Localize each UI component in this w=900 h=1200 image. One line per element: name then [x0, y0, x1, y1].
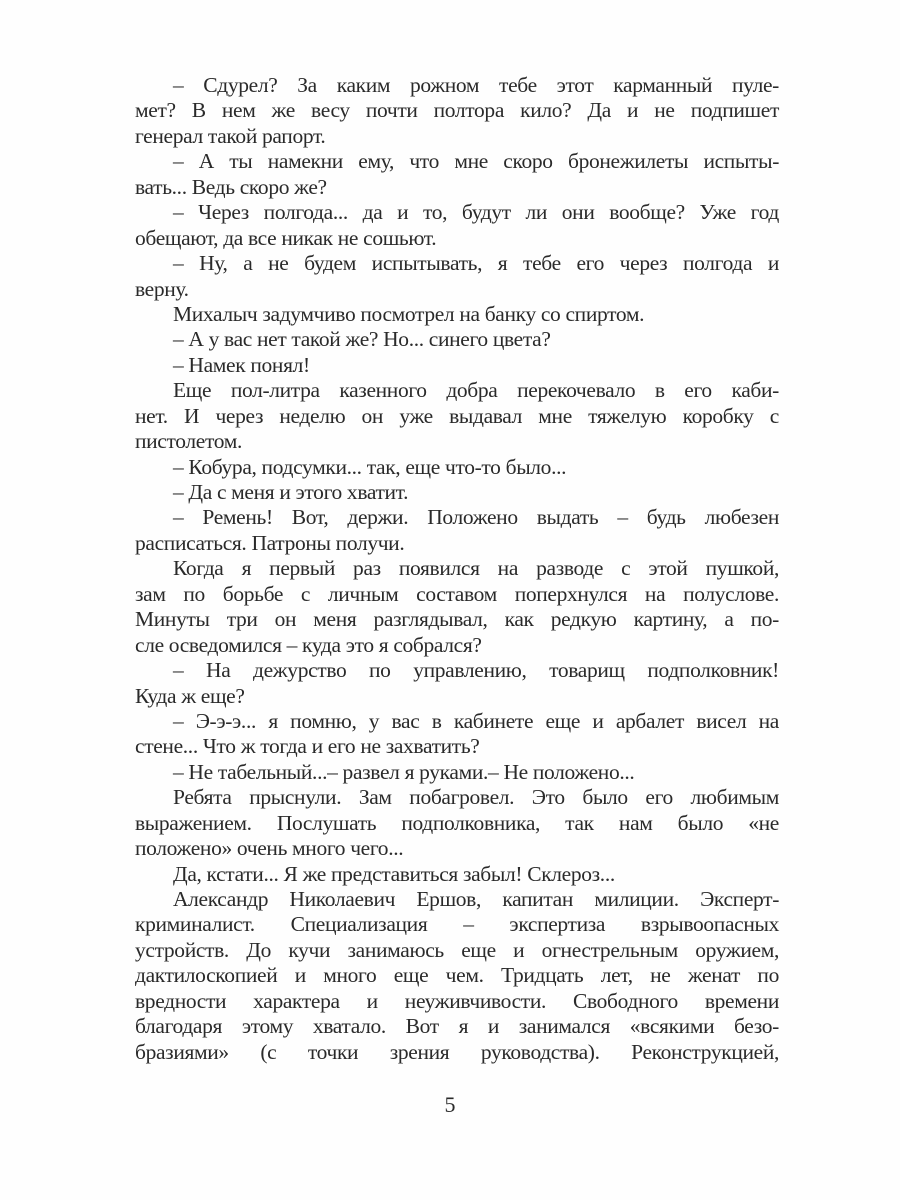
text-line: – А ты намекни ему, что мне скоро бронежилеты испыты- [173, 149, 779, 174]
text-line: Да, кстати... Я же представиться забыл! Склероз... [173, 861, 615, 886]
text-line: пистолетом. [135, 429, 242, 454]
text-line: – Намек понял! [173, 352, 310, 377]
text-line: Михалыч задумчиво посмотрел на банку со спиртом. [173, 301, 645, 326]
text-line: вать... Ведь скоро же? [135, 174, 327, 199]
text-line: стене... Что ж тогда и его не захватить? [135, 734, 480, 759]
text-line: положено» очень много чего... [135, 836, 404, 861]
text-line: – Не табельный...– развел я руками.– Не положено... [173, 759, 635, 784]
text-line: устройств. До кучи занимаюсь еще и огнестрельным оружием, [135, 937, 779, 962]
text-line: – Сдурел? За каким рожном тебе этот карманный пуле- [173, 73, 779, 97]
body-text [135, 73, 779, 1065]
text-line: – Да с меня и этого хватит. [173, 480, 409, 504]
text-line: нет. И через неделю он уже выдавал мне тяжелую коробку с [135, 403, 779, 428]
text-line: благодаря этому хватало. Вот я и занимался «всякими безо- [135, 1014, 779, 1039]
text-line: вредности характера и неуживчивости. Свободного времени [135, 988, 779, 1013]
text-line: – Кобура, подсумки... так, еще что-то было... [173, 454, 567, 479]
text-line: выражением. Послушать подполковника, так нам было «не [135, 810, 779, 835]
text-line: Куда ж еще? [135, 683, 245, 708]
text-line: зам по борьбе с личным составом поперхнулся на полуслове. [135, 581, 779, 606]
text-line: – Через полгода... да и то, будут ли они вообще? Уже год [173, 200, 779, 225]
text-line: – На дежурство по управлению, товарищ подполковник! [173, 658, 779, 683]
text-line: – Э-э-э... я помню, у вас в кабинете еще и арбалет висел на [173, 708, 779, 733]
text-line: – Ремень! Вот, держи. Положено выдать – будь любезен [173, 505, 779, 530]
page-number: 5 [444, 1092, 456, 1117]
text-line: Когда я первый раз появился на разводе с этой пушкой, [173, 556, 779, 581]
text-line: – А у вас нет такой же? Но... синего цвета? [173, 327, 551, 352]
text-line: Минуты три он меня разглядывал, как редкую картину, а по- [135, 607, 779, 632]
text-line: Ребята прыснули. Зам побагровел. Это было его любимым [173, 785, 779, 810]
text-line: расписаться. Патроны получи. [135, 530, 405, 555]
text-line: Александр Николаевич Ершов, капитан милиции. Эксперт- [173, 887, 779, 911]
text-line: дактилоскопией и много еще чем. Тридцать лет, не женат по [135, 963, 779, 988]
text-line: криминалист. Специализация – экспертиза взрывоопасных [135, 912, 779, 937]
text-line: сле осведомился – куда это я собрался? [135, 632, 482, 657]
text-line: Еще пол-литра казенного добра перекочевало в его каби- [173, 378, 779, 403]
text-line: генерал такой рапорт. [135, 123, 326, 148]
text-line: – Ну, а не будем испытывать, я тебе его через полгода и [173, 251, 779, 276]
text-line: мет? В нем же весу почти полтора кило? Да и не подпишет [135, 98, 779, 123]
text-line: бразиями» (с точки зрения руководства). Реконструкцией, [135, 1039, 779, 1064]
text-line: верну. [135, 276, 189, 301]
text-line: обещают, да все никак не сошьют. [135, 225, 437, 250]
